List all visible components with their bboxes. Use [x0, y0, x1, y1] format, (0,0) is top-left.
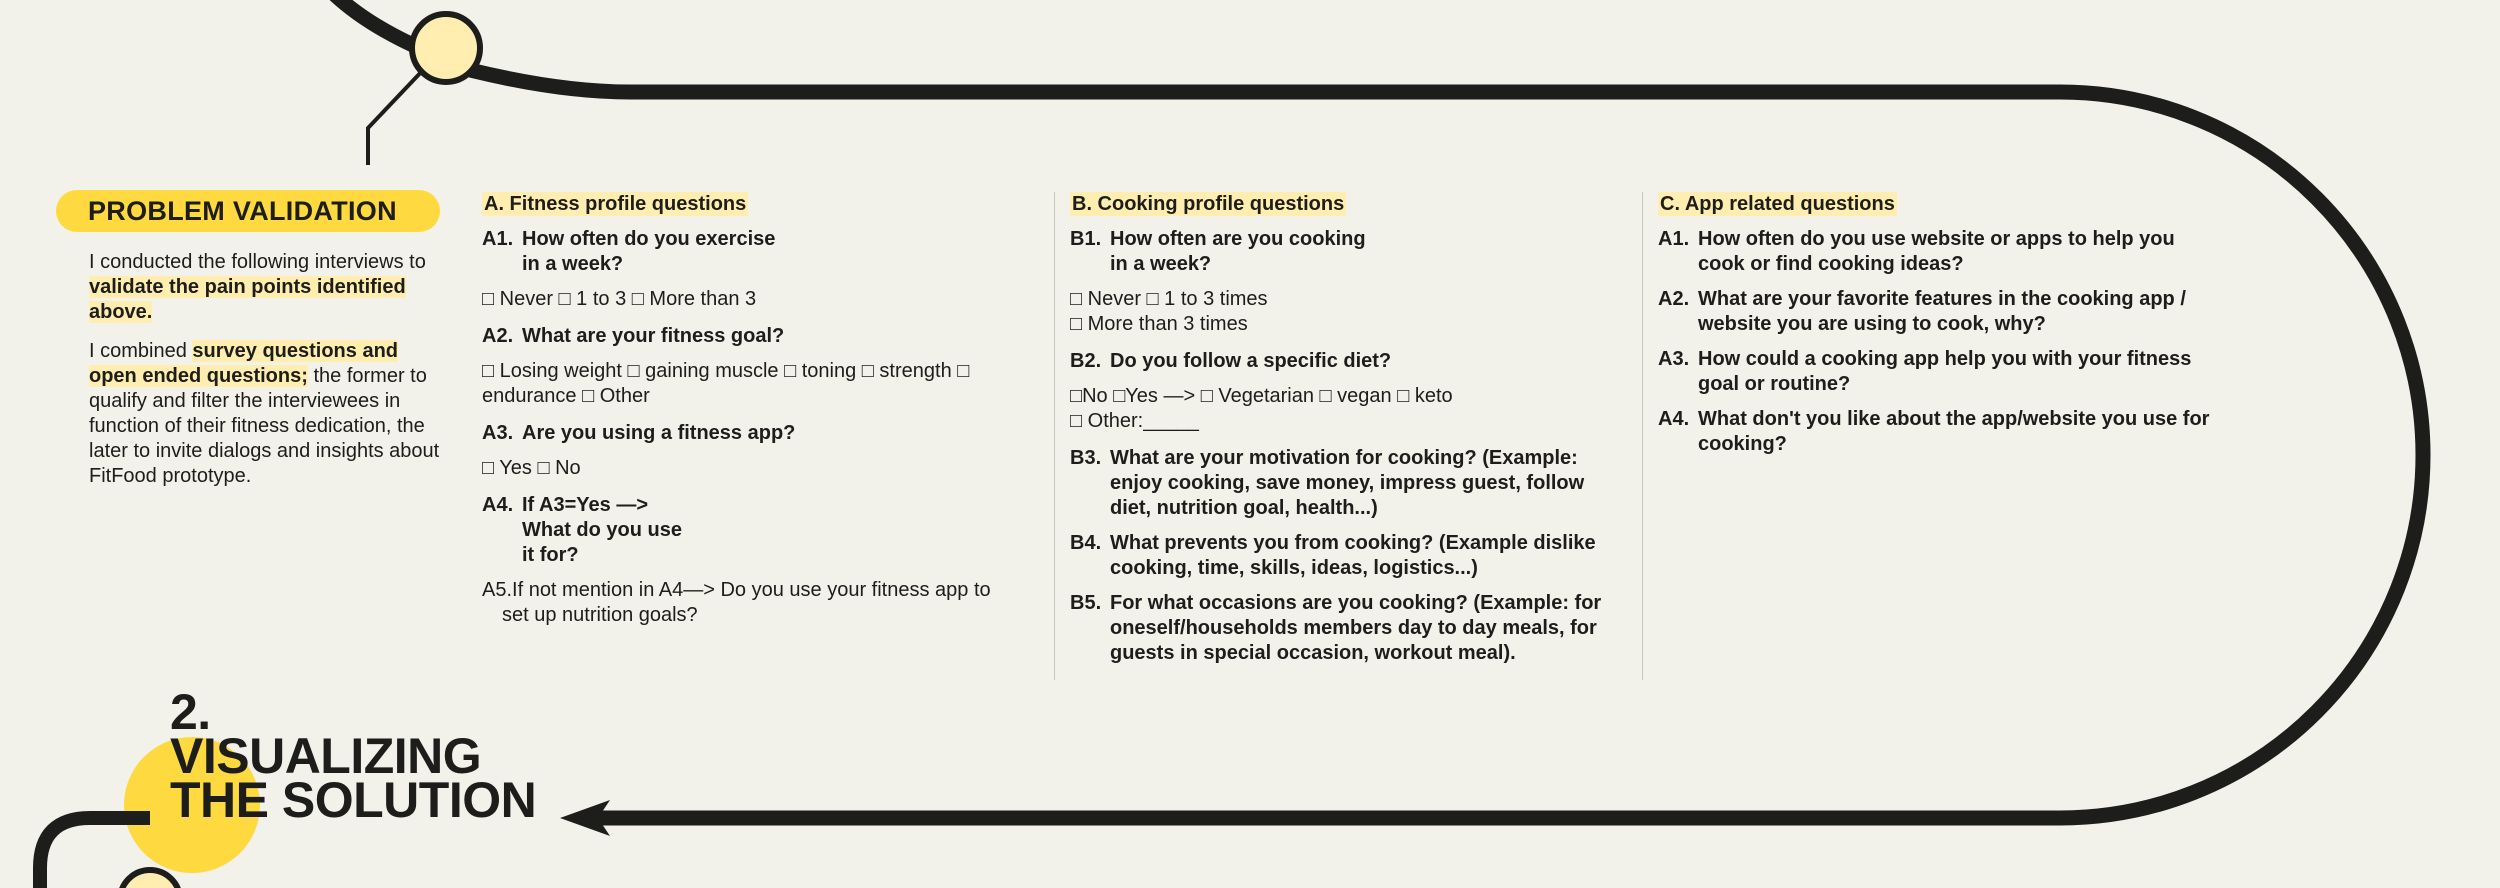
question-c1: A1. How often do you use website or apps to help you cook or find cooking ideas? — [1658, 228, 2175, 275]
column-divider — [1642, 192, 1643, 680]
headline-number: 2. — [170, 684, 211, 740]
question-b4: B4. What prevents you from cooking? (Example dislike cooking, time, skills, ideas, logistics...) — [1070, 532, 1596, 579]
path-marker-circle — [412, 14, 480, 82]
question-b5: B5. For what occasions are you cooking? (Example: for oneself/households members day to day meals, for guests in special occasion, workout meal). — [1070, 592, 1602, 664]
question-a2: A2. What are your fitness goal? — [482, 325, 785, 347]
section-c-title: C. App related questions — [1660, 193, 1895, 215]
options-a3: □ Yes □ No — [482, 457, 581, 479]
question-b3: B3. What are your motivation for cooking? (Example: enjoy cooking, save money, impress guest, follow diet, nutrition goal, health...) — [1070, 447, 1585, 519]
question-a3: A3. Are you using a fitness app? — [482, 422, 796, 444]
intro-text — [89, 250, 449, 503]
intro-paragraph-1: I conducted the following interviews to validate the pain points identified above. — [89, 251, 426, 323]
fitness-profile-section — [482, 192, 1042, 638]
intro-paragraph-2: I combined survey questions and open ended questions; the former to qualify and filter the interviewees in function of their fitness dedication, the later to invite dialogs and insights about FitFood prototype. — [89, 340, 440, 487]
section-headline — [170, 684, 537, 828]
question-b2: B2. Do you follow a specific diet? — [1070, 350, 1392, 372]
section-b-title: B. Cooking profile questions — [1072, 193, 1345, 215]
question-a1: A1. How often do you exercise in a week? — [482, 228, 776, 275]
question-a4: A4. If A3=Yes —> What do you use it for? — [482, 494, 682, 566]
question-a5: A5.If not mention in A4—> Do you use your fitness app to set up nutrition goals? — [482, 579, 991, 626]
lower-path-marker-circle — [120, 870, 180, 888]
question-c2: A2. What are your favorite features in the cooking app / website you are using to cook, why? — [1658, 288, 2186, 335]
question-b1: B1. How often are you cooking in a week? — [1070, 228, 1366, 275]
intro-highlight-1: validate the pain points identified above. — [89, 276, 406, 323]
options-a1: □ Never □ 1 to 3 □ More than 3 — [482, 288, 757, 310]
options-a2: □ Losing weight □ gaining muscle □ toning □ strength □ endurance □ Other — [482, 360, 970, 407]
options-b1: □ Never □ 1 to 3 times □ More than 3 times — [1070, 288, 1268, 335]
headline-line-2: THE SOLUTION — [170, 772, 537, 828]
column-divider — [1054, 192, 1055, 680]
connector-line — [368, 68, 425, 165]
question-c3: A3. How could a cooking app help you with your fitness goal or routine? — [1658, 348, 2192, 395]
section-a-title: A. Fitness profile questions — [484, 193, 747, 215]
app-related-section — [1658, 192, 2218, 467]
problem-validation-badge: PROBLEM VALIDATION — [56, 190, 440, 232]
cooking-profile-section — [1070, 192, 1630, 676]
headline-line-1: VISUALIZING — [170, 728, 482, 784]
options-b2: □No □Yes —> □ Vegetarian □ vegan □ keto □ Other:_____ — [1070, 385, 1453, 432]
question-c4: A4. What don't you like about the app/website you use for cooking? — [1658, 408, 2210, 455]
intro-highlight-2: survey questions and open ended questions; — [89, 340, 399, 387]
